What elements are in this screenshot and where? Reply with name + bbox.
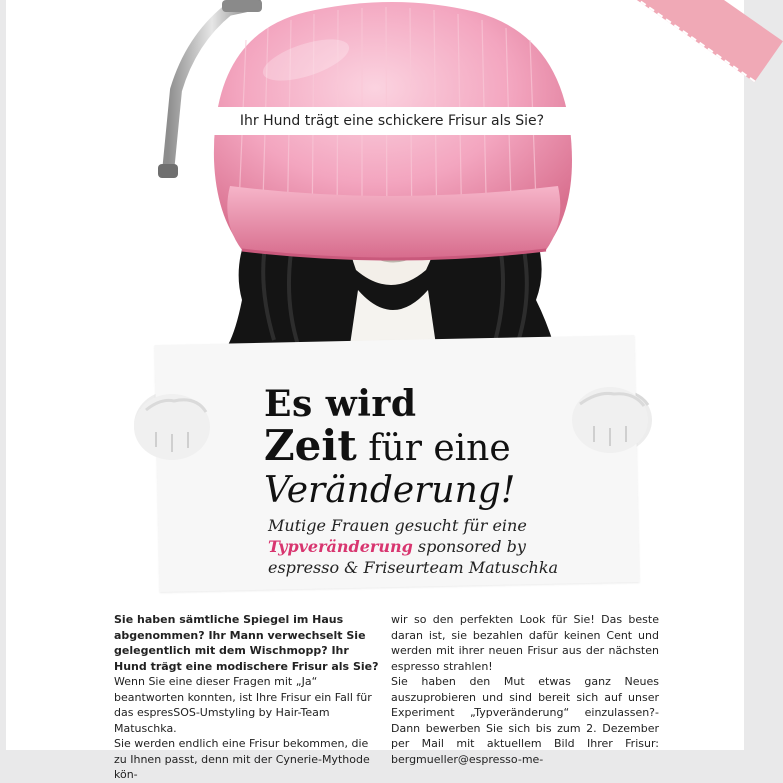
headline-fuer-eine: für eine (368, 428, 511, 469)
article-column-right (391, 612, 659, 767)
subhead-highlight: Typveränderung (268, 537, 413, 556)
article-paragraph: Sie haben den Mut etwas ganz Neues auszuprobieren und sind bereit sich auf unser Experiment „Typveränderung“ einzulassen?- Dann bewerben Sie sich bis zum 2. Dezember per Mail mit aktuellem Bild Ihrer Frisur: bergmueller@espresso-me- (391, 675, 659, 766)
headline-zeit: Zeit (264, 421, 357, 470)
article-lead: Sie haben sämtliche Spiegel im Haus abgenommen? Ihr Mann verwechselt Sie gelegentlich mit dem Wischmopp? Ihr Hund trägt eine modischere Frisur als Sie? (114, 613, 379, 673)
headline-line-2 (264, 421, 644, 470)
subhead-part-3: espresso & Friseurteam Matuschka (268, 558, 559, 577)
question-banner: Ihr Hund trägt eine schickere Frisur als Sie? (212, 107, 572, 135)
subheadline (268, 515, 628, 578)
subhead-part-2: sponsored by (417, 537, 526, 556)
article-paragraph: Wenn Sie eine dieser Fragen mit „Ja“ beantworten konnten, ist Ihre Frisur ein Fall für das espresSOS-Umstyling by Hair-Team Matuschka. (114, 675, 372, 735)
magazine-page (6, 0, 744, 781)
article-column-left (114, 612, 380, 783)
headline-line-3: Veränderung! (264, 470, 516, 511)
subhead-part-1: Mutige Frauen gesucht für eine (268, 516, 527, 535)
headline-line-1: Es wird (264, 383, 417, 425)
article-paragraph: Sie werden endlich eine Frisur bekommen, die zu Ihnen passt, denn mit der Cynerie-Mythode kön- (114, 737, 370, 781)
headline (264, 383, 644, 512)
article-paragraph: wir so den perfekten Look für Sie! Das beste daran ist, sie bezahlen dafür keinen Cent und werden mit ihrer neuen Frisur aus der nächsten espresso strahlen! (391, 613, 659, 673)
